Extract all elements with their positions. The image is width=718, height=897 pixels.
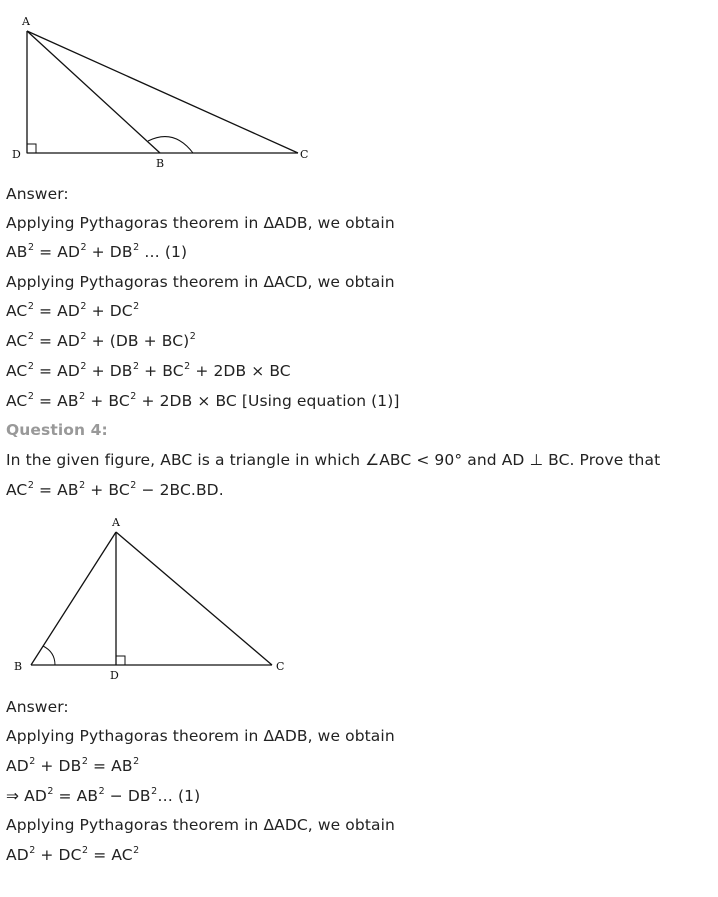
equation-term: + (DB + BC) [86,332,190,350]
label-b: B [156,157,165,170]
exponent: 2 [133,301,140,312]
label-d: D [12,148,21,161]
equation-term: + BC [85,481,130,499]
exponent: 2 [130,480,137,491]
equation-term: AC [6,362,28,380]
equation-term: ⇒ AD [6,787,47,805]
equation-term: + BC [85,392,130,410]
equation-term: + 2DB × BC [190,362,291,380]
exponent: 2 [27,331,35,342]
exponent: 2 [98,786,105,797]
segment-ab [27,31,160,153]
equation-line [6,361,291,384]
exponent: 2 [27,301,35,312]
label-c: C [300,148,309,161]
equation-term: AC [6,481,28,499]
exponent: 2 [184,361,191,372]
equation-line [6,331,196,354]
exponent: 2 [151,786,158,797]
exponent: 2 [80,242,87,253]
equation-term: = AB [87,757,133,775]
exponent: 2 [82,845,89,856]
equation-term: AC [6,332,28,350]
segment-ac [116,532,272,665]
label-d: D [110,669,119,682]
equation-term: = AD [34,332,80,350]
equation-term: − DB [104,787,151,805]
exponent: 2 [27,391,35,402]
segment-ab [31,532,116,665]
right-angle-mark [27,144,36,153]
equation-line [6,242,187,265]
figure-triangle-adc [0,10,340,172]
exponent: 2 [27,480,35,491]
equation-term: = AC [88,846,133,864]
equation-term: = AB [34,481,79,499]
exponent: 2 [189,331,196,342]
exponent: 2 [80,361,87,372]
equation-line [6,845,139,868]
equation-term: AD [6,757,29,775]
label-a: A [22,15,30,28]
exponent: 2 [79,480,86,491]
exponent: 2 [29,845,36,856]
answer-label: Answer: [6,698,69,716]
equation-term: − 2BC.BD. [136,481,224,499]
exponent: 2 [133,845,140,856]
answer-line: Applying Pythagoras theorem in ΔADC, we obtain [6,816,395,834]
answer-line: Applying Pythagoras theorem in ΔADB, we obtain [6,727,395,745]
answer-label: Answer: [6,185,69,203]
answer-line: Applying Pythagoras theorem in ΔADB, we obtain [6,214,395,232]
exponent: 2 [130,391,137,402]
equation-term: AC [6,392,28,410]
equation-line [6,786,200,809]
label-a: A [112,516,120,529]
equation-term: + DC [35,846,82,864]
equation-line [6,301,139,324]
exponent: 2 [80,331,87,342]
angle-arc-b [148,137,193,153]
equation-line [6,391,400,414]
equation-term: + BC [139,362,184,380]
equation-term: + 2DB × BC [Using equation (1)] [136,392,400,410]
equation-term: AC [6,302,28,320]
question-equation [6,480,224,503]
equation-term: AB [6,243,28,261]
exponent: 2 [80,301,87,312]
exponent: 2 [27,242,35,253]
equation-term: + DB [35,757,82,775]
question-heading: Question 4: [6,421,108,439]
segment-ac [27,31,298,153]
exponent: 2 [79,391,86,402]
exponent: 2 [133,756,140,767]
exponent: 2 [29,756,36,767]
answer-line: Applying Pythagoras theorem in ΔACD, we obtain [6,273,395,291]
exponent: 2 [47,786,54,797]
exponent: 2 [133,242,140,253]
question-text: In the given figure, ABC is a triangle in which ∠ABC < 90° and AD ⊥ BC. Prove that [6,451,661,469]
equation-term: + DB [86,362,133,380]
equation-line [6,756,139,779]
equation-term: = AD [34,362,80,380]
equation-term: … (1) [157,787,201,805]
equation-term: = AB [53,787,99,805]
figure-triangle-abc [0,510,300,684]
equation-term: + DB [86,243,133,261]
exponent: 2 [132,361,140,372]
angle-arc-b [43,646,55,665]
equation-term: = AB [34,392,79,410]
equation-term: … (1) [139,243,188,261]
equation-term: = AD [34,302,80,320]
label-b: B [14,660,23,673]
equation-term: = AD [34,243,80,261]
equation-term: + DC [86,302,133,320]
label-c: C [276,660,285,673]
right-angle-mark [116,656,125,665]
equation-term: AD [6,846,29,864]
exponent: 2 [27,361,35,372]
exponent: 2 [81,756,88,767]
